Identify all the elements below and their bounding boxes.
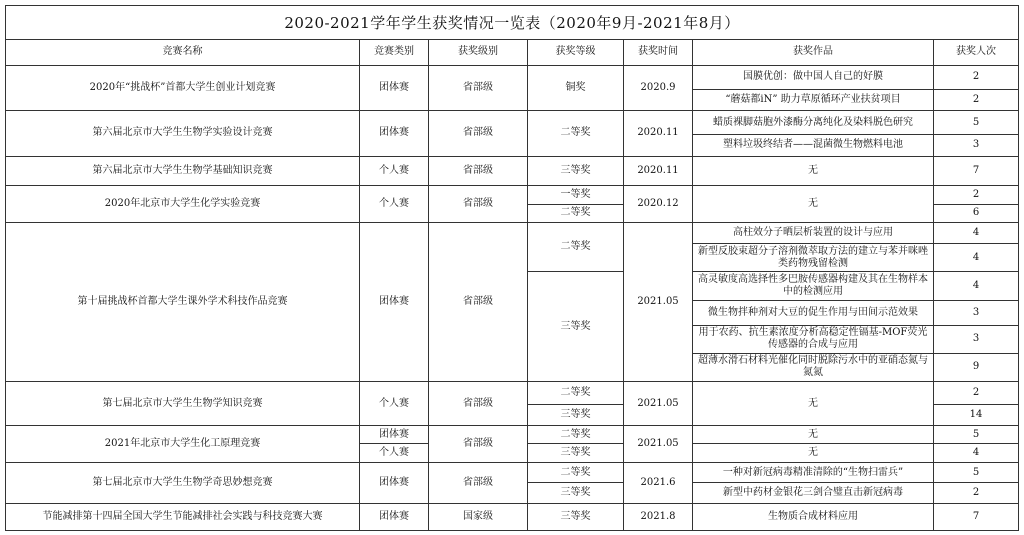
- award-count: 14: [934, 405, 1019, 426]
- award-work: 用于农药、抗生素浓度分析高稳定性镉基-MOF荧光传感器的合成与应用: [693, 325, 934, 353]
- award-work: 无: [693, 425, 934, 444]
- table-row: [6, 65, 1019, 89]
- competition-category: 团体赛: [360, 65, 429, 110]
- award-level: 国家级: [429, 504, 528, 531]
- competition-category: 个人赛: [360, 444, 429, 463]
- competition-name: 第六届北京市大学生生物学实验设计竞赛: [6, 111, 360, 156]
- table-row: [6, 382, 1019, 405]
- award-level: 省部级: [429, 156, 528, 186]
- award-work: 高柱效分子晒层析装置的设计与应用: [693, 222, 934, 244]
- award-work: 塑料垃圾终结者——混菌微生物燃料电池: [693, 134, 934, 156]
- column-header-award-level: 获奖级别: [429, 40, 528, 66]
- award-count: 2: [934, 65, 1019, 89]
- award-time: 2021.05: [624, 425, 693, 462]
- award-level: 省部级: [429, 186, 528, 222]
- award-work: 国膜优创：做中国人自己的好膜: [693, 65, 934, 89]
- award-time: 2021.8: [624, 504, 693, 531]
- award-grade: 三等奖: [528, 272, 624, 382]
- award-count: 3: [934, 300, 1019, 325]
- competition-name: 2020年北京市大学生化学实验竞赛: [6, 186, 360, 222]
- award-work: 无: [693, 382, 934, 425]
- column-header-award-grade: 获奖等级: [528, 40, 624, 66]
- competition-category: 团体赛: [360, 111, 429, 156]
- award-level: 省部级: [429, 382, 528, 425]
- award-grade: 一等奖: [528, 186, 624, 205]
- award-grade: 三等奖: [528, 504, 624, 531]
- competition-name: 第六届北京市大学生生物学基础知识竞赛: [6, 156, 360, 186]
- competition-category: 团体赛: [360, 504, 429, 531]
- award-count: 4: [934, 444, 1019, 463]
- award-time: 2020.11: [624, 111, 693, 156]
- title-row: [6, 6, 1019, 40]
- award-work: 无: [693, 444, 934, 463]
- award-count: 4: [934, 222, 1019, 244]
- award-work: 微生物拌种剂对大豆的促生作用与田间示范效果: [693, 300, 934, 325]
- award-grade: 二等奖: [528, 462, 624, 483]
- award-work: 无: [693, 186, 934, 222]
- award-work: 超薄水滑石材料光催化同时脱除污水中的亚硝态氮与氮氮: [693, 353, 934, 382]
- table-row: [6, 111, 1019, 135]
- award-count: 3: [934, 134, 1019, 156]
- competition-category: 团体赛: [360, 222, 429, 382]
- award-work: 一种对新冠病毒精准清除的“生物扫雷兵”: [693, 462, 934, 483]
- competition-name: 2021年北京市大学生化工原理竞赛: [6, 425, 360, 462]
- column-header-award-work: 获奖作品: [693, 40, 934, 66]
- column-header-competition-name: 竞赛名称: [6, 40, 360, 66]
- competition-category: 团体赛: [360, 462, 429, 503]
- award-level: 省部级: [429, 425, 528, 462]
- award-count: 9: [934, 353, 1019, 382]
- award-work: 无: [693, 156, 934, 186]
- award-grade: 二等奖: [528, 205, 624, 223]
- award-count: 7: [934, 156, 1019, 186]
- competition-name: 2020年“挑战杯”首都大学生创业计划竞赛: [6, 65, 360, 110]
- column-header-award-count: 获奖人次: [934, 40, 1019, 66]
- award-grade: 三等奖: [528, 444, 624, 463]
- table-row: [6, 504, 1019, 531]
- award-grade: 二等奖: [528, 222, 624, 272]
- awards-table: [5, 5, 1019, 531]
- award-count: 7: [934, 504, 1019, 531]
- column-header-category: 竞赛类别: [360, 40, 429, 66]
- table-row: [6, 222, 1019, 244]
- award-count: 2: [934, 382, 1019, 405]
- award-grade: 三等奖: [528, 405, 624, 426]
- award-work: 新型反胶束超分子溶剂微萃取方法的建立与苯并咪唑类药物残留检测: [693, 244, 934, 272]
- award-level: 省部级: [429, 222, 528, 382]
- column-header-award-time: 获奖时间: [624, 40, 693, 66]
- award-count: 4: [934, 244, 1019, 272]
- table-row: [6, 186, 1019, 205]
- award-level: 省部级: [429, 462, 528, 503]
- competition-category: 个人赛: [360, 156, 429, 186]
- competition-name: 节能减排第十四届全国大学生节能减排社会实践与科技竞赛大赛: [6, 504, 360, 531]
- award-time: 2020.11: [624, 156, 693, 186]
- award-count: 4: [934, 272, 1019, 301]
- award-grade: 三等奖: [528, 483, 624, 504]
- award-grade: 二等奖: [528, 111, 624, 156]
- award-count: 2: [934, 483, 1019, 504]
- competition-category: 团体赛: [360, 425, 429, 444]
- award-level: 省部级: [429, 111, 528, 156]
- award-grade: 三等奖: [528, 156, 624, 186]
- award-count: 3: [934, 325, 1019, 353]
- competition-name: 第七届北京市大学生生物学奇思妙想竞赛: [6, 462, 360, 503]
- award-time: 2021.6: [624, 462, 693, 503]
- award-work: 蜡质裸脚菇胞外漆酶分离纯化及染料脱色研究: [693, 111, 934, 135]
- competition-category: 个人赛: [360, 186, 429, 222]
- award-work: 新型中药材金银花三剑合璧直击新冠病毒: [693, 483, 934, 504]
- award-time: 2021.05: [624, 382, 693, 425]
- table-row: [6, 462, 1019, 483]
- award-time: 2021.05: [624, 222, 693, 382]
- award-grade: 二等奖: [528, 382, 624, 405]
- award-time: 2020.9: [624, 65, 693, 110]
- award-count: 5: [934, 425, 1019, 444]
- award-count: 6: [934, 205, 1019, 223]
- award-level: 省部级: [429, 65, 528, 110]
- header-row: [6, 40, 1019, 66]
- table-title: 2020-2021学年学生获奖情况一览表（2020年9月-2021年8月）: [6, 6, 1019, 40]
- award-count: 5: [934, 462, 1019, 483]
- competition-name: 第十届挑战杯首都大学生课外学术科技作品竞赛: [6, 222, 360, 382]
- award-count: 2: [934, 89, 1019, 111]
- award-work: 高灵敏度高选择性多巴胺传感器构建及其在生物样本中的检测应用: [693, 272, 934, 301]
- award-count: 5: [934, 111, 1019, 135]
- competition-category: 个人赛: [360, 382, 429, 425]
- award-work: 生物质合成材料应用: [693, 504, 934, 531]
- award-grade: 二等奖: [528, 425, 624, 444]
- table-row: [6, 425, 1019, 444]
- award-grade: 铜奖: [528, 65, 624, 110]
- table-row: [6, 156, 1019, 186]
- award-count: 2: [934, 186, 1019, 205]
- competition-name: 第七届北京市大学生生物学知识竞赛: [6, 382, 360, 425]
- award-time: 2020.12: [624, 186, 693, 222]
- award-work: “蘑菇都iN” 助力草原循环产业扶贫项目: [693, 89, 934, 111]
